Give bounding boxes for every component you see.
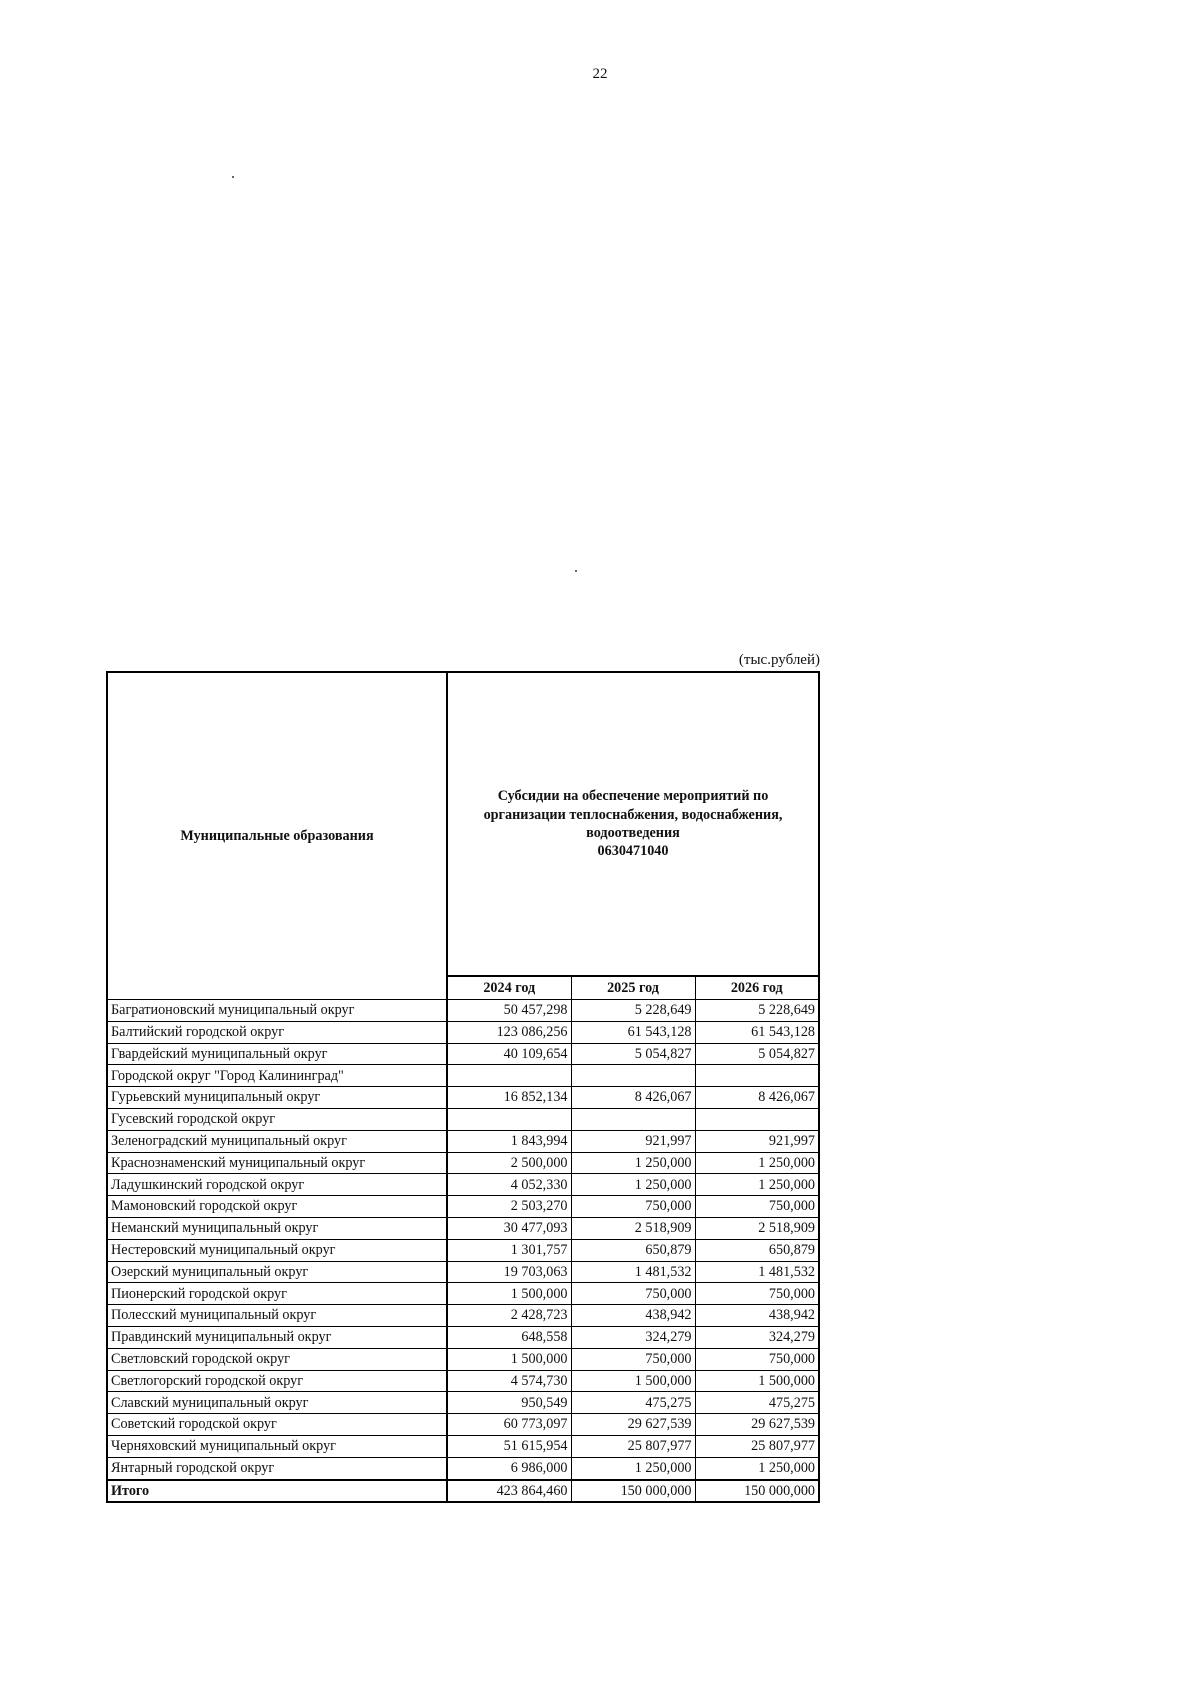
value-2026: 29 627,539 <box>695 1414 819 1436</box>
value-2025: 475,275 <box>571 1392 695 1414</box>
municipality-name: Городской округ "Город Калининград" <box>107 1065 447 1087</box>
table-row <box>107 1370 819 1392</box>
total-2026: 150 000,000 <box>695 1480 819 1503</box>
value-2026: 324,279 <box>695 1326 819 1348</box>
value-2024: 30 477,093 <box>447 1217 571 1239</box>
table-row <box>107 1435 819 1457</box>
municipality-name: Славский муниципальный округ <box>107 1392 447 1414</box>
value-2026: 650,879 <box>695 1239 819 1261</box>
value-2026: 8 426,067 <box>695 1087 819 1109</box>
table-row <box>107 1261 819 1283</box>
value-2024 <box>447 1065 571 1087</box>
value-2026: 750,000 <box>695 1196 819 1218</box>
municipality-name: Пионерский городской округ <box>107 1283 447 1305</box>
total-2024: 423 864,460 <box>447 1480 571 1503</box>
value-2024: 2 503,270 <box>447 1196 571 1218</box>
value-2026: 475,275 <box>695 1392 819 1414</box>
subsidy-header-text: Субсидии на обеспечение мероприятий по организации теплоснабжения, водоснабжения, водоотведения <box>483 788 783 841</box>
value-2024: 60 773,097 <box>447 1414 571 1436</box>
total-label: Итого <box>107 1480 447 1503</box>
value-2024: 1 500,000 <box>447 1348 571 1370</box>
value-2026 <box>695 1108 819 1130</box>
municipality-name: Неманский муниципальный округ <box>107 1217 447 1239</box>
table-row <box>107 1043 819 1065</box>
table-row <box>107 1414 819 1436</box>
table-row <box>107 1239 819 1261</box>
value-2024: 50 457,298 <box>447 1000 571 1022</box>
value-2025: 324,279 <box>571 1326 695 1348</box>
value-2025 <box>571 1065 695 1087</box>
year-2024-header: 2024 год <box>447 976 571 1000</box>
value-2025: 61 543,128 <box>571 1021 695 1043</box>
table-row <box>107 1021 819 1043</box>
municipalities-header: Муниципальные образования <box>107 672 447 1000</box>
value-2025: 1 500,000 <box>571 1370 695 1392</box>
municipality-name: Озерский муниципальный округ <box>107 1261 447 1283</box>
value-2024: 40 109,654 <box>447 1043 571 1065</box>
value-2025: 750,000 <box>571 1196 695 1218</box>
municipality-name: Гурьевский муниципальный округ <box>107 1087 447 1109</box>
subsidy-table <box>106 671 820 1503</box>
value-2026: 921,997 <box>695 1130 819 1152</box>
value-2025: 8 426,067 <box>571 1087 695 1109</box>
value-2026 <box>695 1065 819 1087</box>
value-2025: 1 250,000 <box>571 1152 695 1174</box>
value-2024: 51 615,954 <box>447 1435 571 1457</box>
value-2025: 750,000 <box>571 1348 695 1370</box>
municipality-name: Зеленоградский муниципальный округ <box>107 1130 447 1152</box>
year-2026-header: 2026 год <box>695 976 819 1000</box>
value-2024: 123 086,256 <box>447 1021 571 1043</box>
value-2026: 2 518,909 <box>695 1217 819 1239</box>
table-row <box>107 1087 819 1109</box>
units-label: (тыс.рублей) <box>738 652 820 668</box>
value-2024: 648,558 <box>447 1326 571 1348</box>
subsidy-code: 0630471040 <box>597 843 669 860</box>
municipality-name: Гусевский городской округ <box>107 1108 447 1130</box>
total-row <box>107 1480 819 1503</box>
value-2026: 25 807,977 <box>695 1435 819 1457</box>
value-2025: 650,879 <box>571 1239 695 1261</box>
subsidy-header <box>447 672 819 976</box>
value-2025: 25 807,977 <box>571 1435 695 1457</box>
table-row <box>107 1348 819 1370</box>
subsidy-table-container <box>106 671 820 1503</box>
table-row <box>107 1065 819 1087</box>
value-2026: 5 054,827 <box>695 1043 819 1065</box>
table-row <box>107 1457 819 1479</box>
municipality-name: Краснознаменский муниципальный округ <box>107 1152 447 1174</box>
value-2025: 1 250,000 <box>571 1174 695 1196</box>
value-2024: 16 852,134 <box>447 1087 571 1109</box>
value-2026: 1 250,000 <box>695 1174 819 1196</box>
value-2024: 4 052,330 <box>447 1174 571 1196</box>
value-2025: 750,000 <box>571 1283 695 1305</box>
municipality-name: Мамоновский городской округ <box>107 1196 447 1218</box>
municipality-name: Черняховский муниципальный округ <box>107 1435 447 1457</box>
value-2024: 1 301,757 <box>447 1239 571 1261</box>
municipality-name: Янтарный городской округ <box>107 1457 447 1479</box>
value-2026: 438,942 <box>695 1305 819 1327</box>
table-row <box>107 1283 819 1305</box>
municipality-name: Багратионовский муниципальный округ <box>107 1000 447 1022</box>
table-row <box>107 1305 819 1327</box>
municipality-name: Нестеровский муниципальный округ <box>107 1239 447 1261</box>
value-2024: 1 843,994 <box>447 1130 571 1152</box>
page-number: 22 <box>592 66 608 82</box>
value-2025 <box>571 1108 695 1130</box>
value-2026: 1 250,000 <box>695 1457 819 1479</box>
value-2025: 5 054,827 <box>571 1043 695 1065</box>
municipality-name: Советский городской округ <box>107 1414 447 1436</box>
scan-speck <box>232 176 234 178</box>
year-2025-header: 2025 год <box>571 976 695 1000</box>
municipality-name: Полесский муниципальный округ <box>107 1305 447 1327</box>
value-2024: 2 428,723 <box>447 1305 571 1327</box>
table-row <box>107 1326 819 1348</box>
table-row <box>107 1392 819 1414</box>
value-2024: 4 574,730 <box>447 1370 571 1392</box>
municipality-name: Светлогорский городской округ <box>107 1370 447 1392</box>
municipality-name: Светловский городской округ <box>107 1348 447 1370</box>
table-header-row <box>107 672 819 976</box>
municipality-name: Балтийский городской округ <box>107 1021 447 1043</box>
table-row <box>107 1000 819 1022</box>
municipality-name: Правдинский муниципальный округ <box>107 1326 447 1348</box>
table-row <box>107 1130 819 1152</box>
table-row <box>107 1196 819 1218</box>
value-2025: 921,997 <box>571 1130 695 1152</box>
table-body <box>107 1000 819 1480</box>
value-2026: 61 543,128 <box>695 1021 819 1043</box>
value-2024: 1 500,000 <box>447 1283 571 1305</box>
table-row <box>107 1174 819 1196</box>
total-2025: 150 000,000 <box>571 1480 695 1503</box>
value-2025: 438,942 <box>571 1305 695 1327</box>
value-2026: 1 481,532 <box>695 1261 819 1283</box>
value-2025: 5 228,649 <box>571 1000 695 1022</box>
value-2024: 19 703,063 <box>447 1261 571 1283</box>
value-2024 <box>447 1108 571 1130</box>
municipality-name: Гвардейский муниципальный округ <box>107 1043 447 1065</box>
value-2024: 6 986,000 <box>447 1457 571 1479</box>
table-row <box>107 1152 819 1174</box>
value-2025: 1 250,000 <box>571 1457 695 1479</box>
value-2026: 750,000 <box>695 1348 819 1370</box>
value-2026: 1 500,000 <box>695 1370 819 1392</box>
table-row <box>107 1217 819 1239</box>
value-2026: 750,000 <box>695 1283 819 1305</box>
value-2025: 1 481,532 <box>571 1261 695 1283</box>
value-2024: 950,549 <box>447 1392 571 1414</box>
value-2024: 2 500,000 <box>447 1152 571 1174</box>
value-2026: 5 228,649 <box>695 1000 819 1022</box>
table-row <box>107 1108 819 1130</box>
value-2025: 29 627,539 <box>571 1414 695 1436</box>
scan-speck <box>575 570 577 572</box>
municipality-name: Ладушкинский городской округ <box>107 1174 447 1196</box>
value-2025: 2 518,909 <box>571 1217 695 1239</box>
value-2026: 1 250,000 <box>695 1152 819 1174</box>
